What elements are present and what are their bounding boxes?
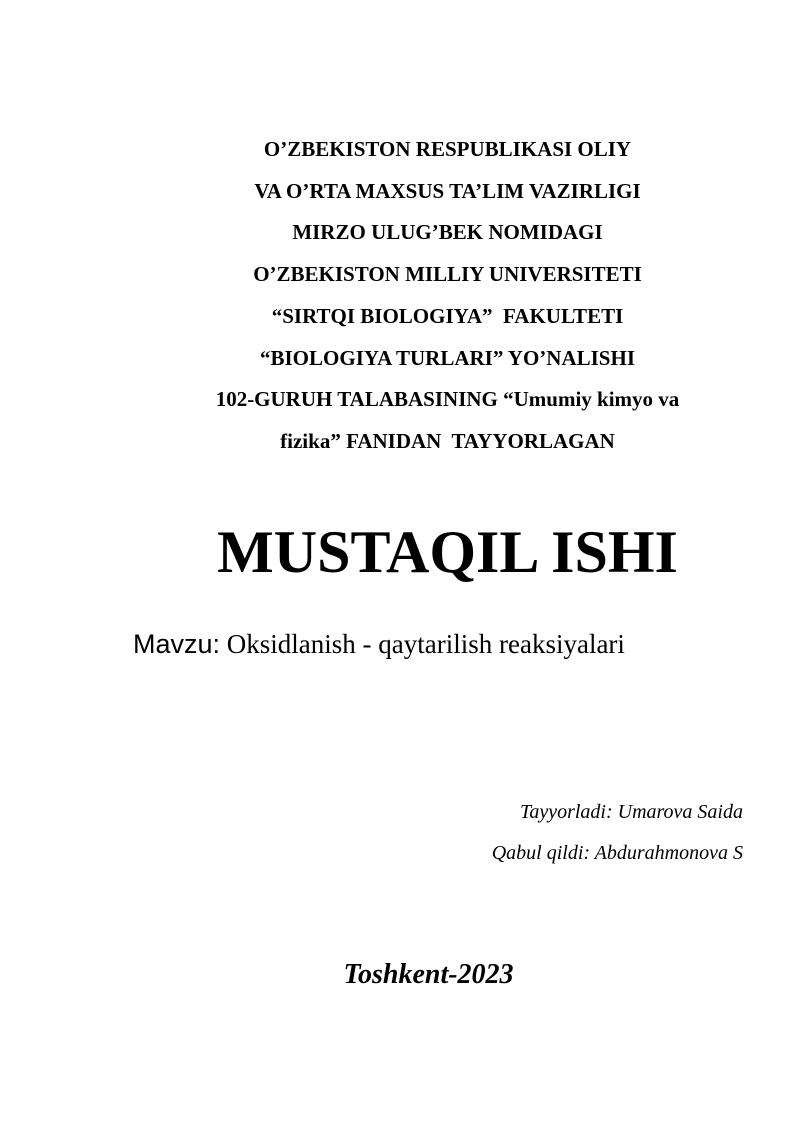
- topic-label: Mavzu:: [133, 629, 221, 659]
- header-line-university-1: MIRZO ULUG’BEK NOMIDAGI: [292, 220, 603, 245]
- accepted-by: Qabul qildi: Abdurahmonova S: [491, 842, 743, 864]
- signature-block: [492, 792, 743, 874]
- prepared-by: Tayyorladi: Umarova Saida: [520, 801, 743, 823]
- header-line-ministry-1: O’ZBEKISTON RESPUBLIKASI OLIY: [263, 137, 632, 161]
- header-line-direction: “BIOLOGIYA TURLARI” YO’NALISHI: [260, 345, 635, 370]
- institution-header: [0, 129, 800, 463]
- topic-value: Oksidlanish - qaytarilish reaksiyalari: [226, 629, 625, 659]
- city-year: Toshkent-2023: [343, 959, 514, 990]
- header-line-group-subject-1: 102-GURUH TALABASINING “Umumiy kimyo va: [215, 387, 680, 412]
- document-title: MUSTAQIL ISHI: [217, 519, 678, 585]
- header-line-group-subject-2: fizika” FANIDAN TAYYORLAGAN: [280, 428, 615, 453]
- header-line-faculty: “SIRTQI BIOLOGIYA” FAKULTETI: [271, 303, 624, 328]
- header-line-ministry-2: VA O’RTA MAXSUS TA’LIM VAZIRLIGI: [254, 178, 641, 203]
- header-line-university-2: O’ZBEKISTON MILLIY UNIVERSITETI: [253, 262, 642, 287]
- topic-line: [133, 624, 625, 664]
